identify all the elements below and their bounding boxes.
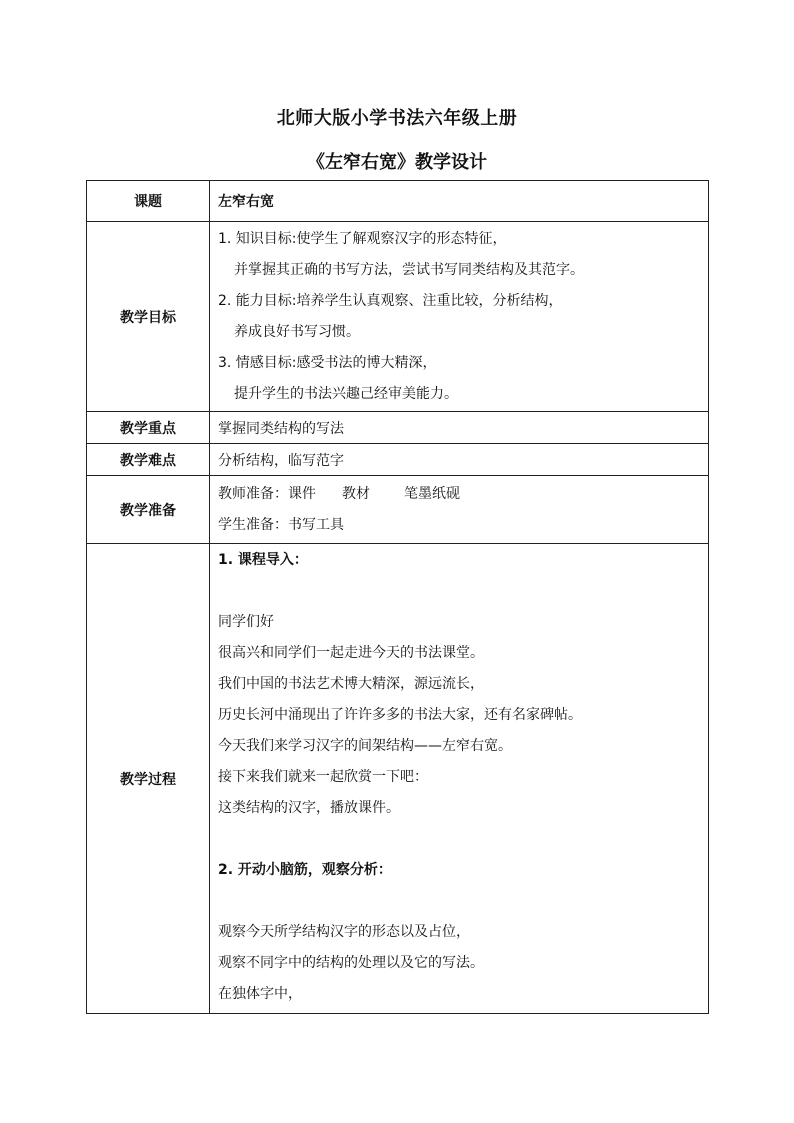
teacher-preparation (218, 479, 707, 510)
label-process: 教学过程 (87, 544, 210, 1014)
goal-line: 1. 知识目标:使学生了解观察汉字的形态特征， (218, 230, 507, 247)
lesson-plan-table (86, 180, 709, 1014)
label-difficulty: 教学难点 (87, 444, 210, 476)
goal-line: 提升学生的书法兴趣己经审美能力。 (234, 385, 458, 402)
row-difficulty (87, 444, 709, 476)
row-preparation (87, 476, 709, 544)
label-key-point: 教学重点 (87, 412, 210, 444)
teacher-prep-item: 笔墨纸砚 (404, 485, 460, 502)
value-process (210, 544, 709, 1014)
goal-line: 养成良好书写习惯。 (234, 323, 360, 340)
row-goals (87, 222, 709, 412)
process-section-heading: 1. 课程导入： (218, 552, 308, 568)
label-goals: 教学目标 (87, 222, 210, 412)
row-process (87, 544, 709, 1014)
value-key-point: 掌握同类结构的写法 (210, 412, 709, 444)
teacher-prep-label: 教师准备：课件 (218, 485, 316, 502)
label-preparation: 教学准备 (87, 476, 210, 544)
value-topic: 左窄右宽 (210, 181, 709, 222)
student-preparation: 学生准备：书写工具 (218, 516, 344, 533)
row-key-point (87, 412, 709, 444)
document-subtitle: 《左窄右宽》教学设计 (307, 152, 487, 173)
value-preparation (210, 476, 709, 544)
goal-line: 并掌握其正确的书写方法，尝试书写同类结构及其范字。 (234, 261, 584, 278)
goal-line: 2. 能力目标:培养学生认真观察、注重比较，分析结构， (218, 292, 563, 309)
process-line: 今天我们来学习汉字的间架结构——左窄右宽。 (218, 738, 512, 754)
process-line: 历史长河中涌现出了许许多多的书法大家，还有名家碑帖。 (218, 707, 582, 723)
process-line: 同学们好 (218, 614, 274, 630)
row-topic (87, 181, 709, 222)
value-difficulty: 分析结构，临写范字 (210, 444, 709, 476)
process-line: 接下来我们就来一起欣赏一下吧： (218, 769, 428, 785)
value-goals (210, 222, 709, 412)
process-line: 观察不同字中的结构的处理以及它的写法。 (218, 955, 484, 971)
teacher-prep-item: 教材 (342, 485, 370, 502)
process-line: 很高兴和同学们一起走进今天的书法课堂。 (218, 645, 484, 661)
document-title: 北师大版小学书法六年级上册 (276, 108, 518, 129)
goal-line: 3. 情感目标:感受书法的博大精深， (218, 354, 437, 371)
process-section-heading: 2. 开动小脑筋，观察分析： (218, 862, 392, 878)
process-line: 在独体字中， (218, 986, 302, 1002)
process-line: 这类结构的汉字，播放课件。 (218, 800, 400, 816)
label-topic: 课题 (87, 181, 210, 222)
process-line: 我们中国的书法艺术博大精深，源远流长， (218, 676, 484, 692)
process-line: 观察今天所学结构汉字的形态以及占位， (218, 924, 470, 940)
